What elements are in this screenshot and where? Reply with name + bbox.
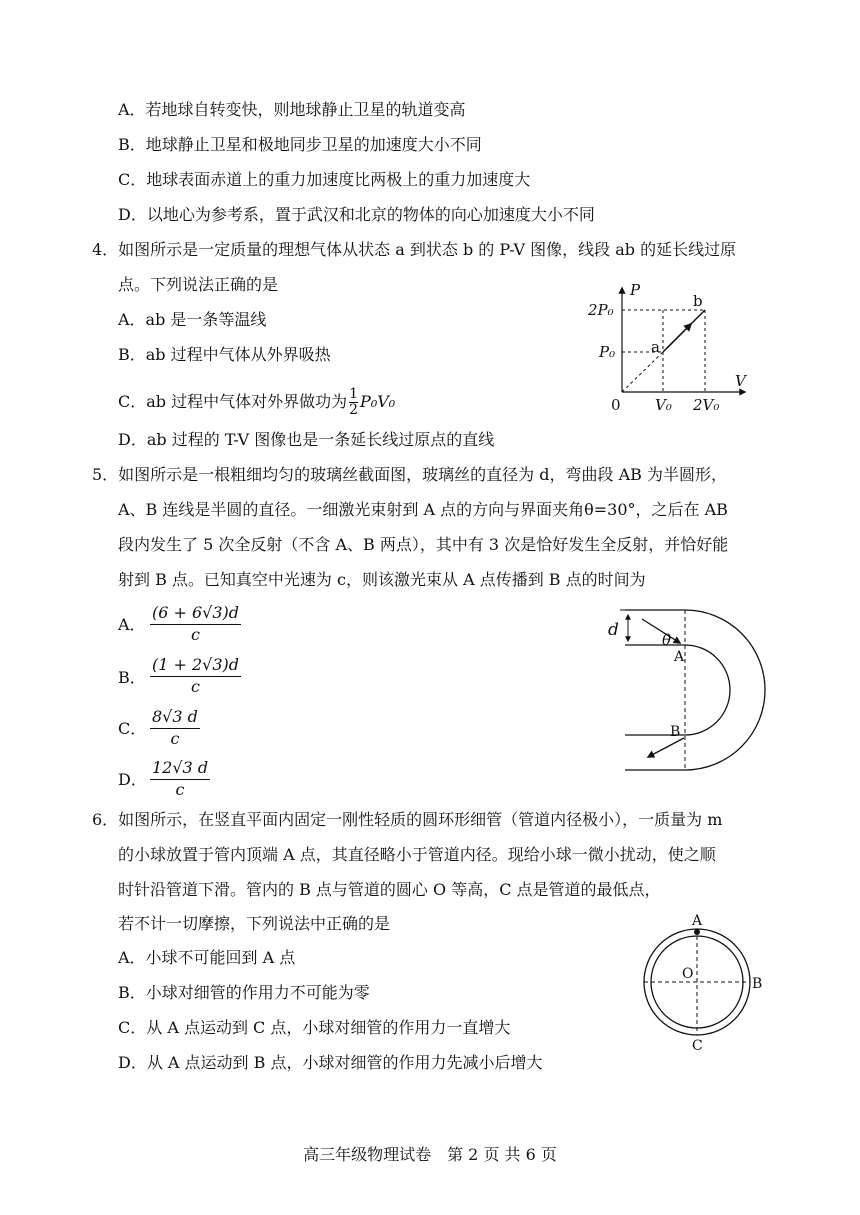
q4-point-b-label: b xyxy=(693,292,703,310)
q3-option-c: C．地球表面赤道上的重力加速度比两极上的重力加速度大 xyxy=(118,170,531,189)
q6-option-d: D．从 A 点运动到 B 点，小球对细管的作用力先减小后增大 xyxy=(118,1053,543,1072)
page-footer: 高三年级物理试卷 第 2 页 共 6 页 xyxy=(303,1145,557,1164)
q5-option-b-denominator: c xyxy=(191,677,200,696)
q4-2p0-label: 2P₀ xyxy=(588,301,614,319)
q5-option-d-numerator: 12√3 d xyxy=(150,758,210,780)
q4-origin-label: 0 xyxy=(611,396,621,414)
q5-option-b-fraction xyxy=(150,655,241,697)
q5-option-a-label: A． xyxy=(118,615,146,634)
q6-ring-tube-diagram xyxy=(640,912,770,1052)
q6-stem-line3: 时针沿管道下滑。管内的 B 点与管道的圆心 O 等高，C 点是管道的最低点， xyxy=(118,880,661,899)
q4-option-c xyxy=(118,387,395,418)
q4-direction-arrow xyxy=(667,324,691,348)
q4-option-c-fraction xyxy=(349,387,358,418)
q5-glass-fiber-diagram xyxy=(600,605,775,780)
q4-p-axis-label: P xyxy=(630,281,641,299)
q6-point-o-label: O xyxy=(682,966,694,982)
q5-option-d-denominator: c xyxy=(175,780,185,799)
q4-v-axis-label: V xyxy=(735,372,746,390)
q5-option-c-label: C． xyxy=(118,719,147,738)
q3-option-d: D．以地心为参考系，置于武汉和北京的物体的向心加速度大小不同 xyxy=(118,205,595,224)
q4-extension-line xyxy=(622,352,663,392)
q3-option-b: B．地球静止卫星和极地同步卫星的加速度大小不同 xyxy=(118,135,482,154)
q6-ball xyxy=(694,929,700,935)
q6-point-c-label: C xyxy=(692,1038,703,1052)
q6-point-a-label: A xyxy=(692,913,703,929)
q5-option-d-fraction xyxy=(150,758,210,800)
q4-p0-label: P₀ xyxy=(599,343,616,361)
q5-stem-line1: 5．如图所示是一根粗细均匀的玻璃丝截面图，玻璃丝的直径为 d，弯曲段 AB 为半圆形， xyxy=(92,465,727,484)
q4-option-c-prefix: C．ab 过程中气体对外界做功为 xyxy=(118,392,348,411)
q3-option-a: A．若地球自转变快，则地球静止卫星的轨道变高 xyxy=(118,100,466,119)
q5-option-b-numerator: (1 + 2√3)d xyxy=(150,655,241,677)
q5-d-label: d xyxy=(608,620,619,640)
q4-2v0-label: 2V₀ xyxy=(693,396,720,414)
q5-stem-line4: 射到 B 点。已知真空中光速为 c，则该激光束从 A 点传播到 B 点的时间为 xyxy=(118,570,646,589)
q5-point-b-label: B xyxy=(670,724,681,740)
q5-stem-line3: 段内发生了 5 次全反射（不含 A、B 两点），其中有 3 次是恰好发生全反射，并恰好能 xyxy=(118,535,729,554)
q4-v0-label: V₀ xyxy=(655,396,672,414)
q5-option-b-label: B． xyxy=(118,668,146,687)
q5-option-a-denominator: c xyxy=(191,625,200,644)
q5-point-a-label: A xyxy=(674,649,685,665)
q5-fiber-outer-edge xyxy=(625,610,765,770)
q6-stem-line4: 若不计一切摩擦，下列说法中正确的是 xyxy=(118,914,391,933)
q6-stem-line2: 的小球放置于管内顶端 A 点，其直径略小于管道内径。现给小球一微小扰动，使之顺 xyxy=(118,845,716,864)
q5-option-a-fraction xyxy=(150,603,241,645)
q5-option-c-denominator: c xyxy=(170,729,180,748)
q4-option-d: D．ab 过程的 T-V 图像也是一条延长线过原点的直线 xyxy=(118,430,495,449)
q5-option-c-fraction xyxy=(150,707,200,749)
q4-stem-line1: 4．如图所示是一定质量的理想气体从状态 a 到状态 b 的 P-V 图像，线段 ab 的延长线过原 xyxy=(92,240,737,259)
q4-stem-line2: 点。下列说法正确的是 xyxy=(118,275,279,294)
q4-pv-graph xyxy=(585,280,765,420)
q6-option-b: B．小球对细管的作用力不可能为零 xyxy=(118,983,370,1002)
q4-option-b: B．ab 过程中气体从外界吸热 xyxy=(118,345,331,364)
q4-fraction-numerator: 1 xyxy=(349,386,359,402)
q5-incident-ray xyxy=(642,619,680,643)
q5-option-a-numerator: (6 + 6√3)d xyxy=(150,603,241,625)
q6-option-c: C．从 A 点运动到 C 点，小球对细管的作用力一直增大 xyxy=(118,1018,511,1037)
q4-option-c-suffix: P₀V₀ xyxy=(360,392,396,411)
q6-point-b-label: B xyxy=(752,976,763,992)
q4-option-a: A．ab 是一条等温线 xyxy=(118,310,267,329)
q5-theta-label: θ xyxy=(662,631,672,649)
q5-stem-line2: A、B 连线是半圆的直径。一细激光束射到 A 点的方向与界面夹角θ=30°，之后在 AB xyxy=(118,500,728,519)
q5-option-c-numerator: 8√3 d xyxy=(150,707,200,729)
q4-fraction-denominator: 2 xyxy=(349,402,359,418)
q6-stem-line1: 6．如图所示，在竖直平面内固定一刚性轻质的圆环形细管（管道内径极小），一质量为 m xyxy=(92,810,723,829)
q5-option-d-label: D． xyxy=(118,770,147,789)
q6-option-a: A．小球不可能回到 A 点 xyxy=(118,948,296,967)
q5-exit-ray xyxy=(648,738,684,757)
q4-point-a-label: a xyxy=(651,338,660,356)
